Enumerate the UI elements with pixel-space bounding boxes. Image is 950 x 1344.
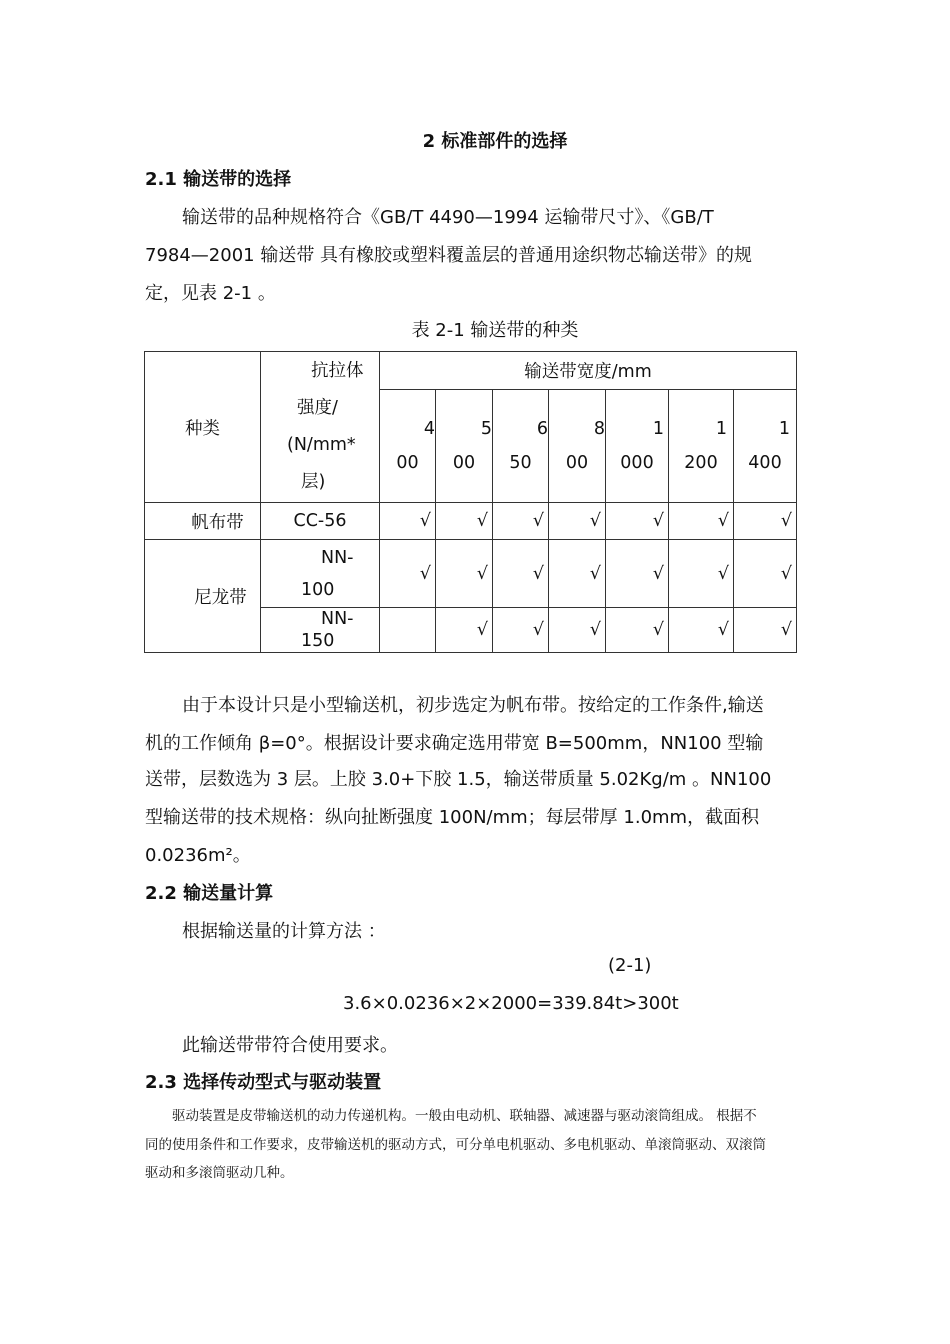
row-type: 帆布带 [145,503,261,540]
width-cell: 1 000 [606,390,669,503]
header-strength-line: 层) [301,472,326,492]
check-mark: √ [734,503,797,540]
check-mark: √ [669,503,734,540]
width-cell: 6 50 [493,390,549,503]
check-mark: √ [380,503,436,540]
header-width: 输送带宽度/mm [380,352,797,390]
check-mark: √ [606,608,669,653]
row-type: 尼龙带 [145,540,261,653]
header-strength-line: (N/mm* [287,435,356,455]
check-mark: √ [734,608,797,653]
check-mark: √ [734,540,797,608]
row-strength [261,608,380,653]
check-mark: √ [549,608,606,653]
paragraph-line: 送带，层数选为 3 层。上胶 3.0+下胶 1.5，输送带质量 5.02Kg/m 。NN100 [145,769,772,790]
belt-type-table [144,351,797,653]
section-2-1-heading: 2.1 输送带的选择 [145,169,292,190]
header-type: 种类 [145,352,261,503]
equation: 3.6×0.0236×2×2000=339.84t>300t [343,993,679,1014]
header-strength [261,352,380,503]
paragraph-line: 由于本设计只是小型输送机，初步选定为帆布带。按给定的工作条件,输送 [182,695,764,716]
header-strength-line: 抗拉体 [311,361,364,381]
header-strength-line: 强度/ [297,398,338,418]
paragraph-line: 7984—2001 输送带 具有橡胶或塑料覆盖层的普通用途织物芯输送带》的规 [145,245,753,266]
paragraph-line: 型输送带的技术规格：纵向扯断强度 100N/mm；每层带厚 1.0mm，截面积 [145,807,760,828]
check-mark: √ [436,540,493,608]
paragraph-line: 根据输送量的计算方法 ： [182,921,386,942]
section-2-3-heading: 2.3 选择传动型式与驱动装置 [145,1072,382,1093]
check-mark: √ [606,503,669,540]
paragraph-line: 输送带的品种规格符合《GB/T 4490—1994 运输带尺寸》、《GB/T [182,207,714,228]
row-strength-line: 100 [301,579,335,600]
check-mark: √ [669,608,734,653]
check-mark: √ [549,503,606,540]
check-mark: √ [436,503,493,540]
row-strength-line: 150 [301,631,335,651]
row-strength-line: NN- [321,609,354,629]
check-mark: √ [436,608,493,653]
check-mark: √ [493,540,549,608]
section-2-2-heading: 2.2 输送量计算 [145,883,274,904]
row-strength: CC-56 [261,503,380,540]
check-mark: √ [549,540,606,608]
paragraph-line: 机的工作倾角 β=0°。根据设计要求确定选用带宽 B=500mm，NN100 型输 [145,733,764,754]
paragraph-line: 驱动装置是皮带输送机的动力传递机构。一般由电动机、联轴器、减速器与驱动滚筒组成。 根据不 [172,1108,757,1124]
check-mark: √ [493,503,549,540]
width-cell: 1 200 [669,390,734,503]
check-mark: √ [493,608,549,653]
width-cell: 5 00 [436,390,493,503]
paragraph-line: 定，见表 2-1 。 [145,283,276,304]
paragraph-line: 0.0236m²。 [145,845,251,866]
chapter-title: 2 标准部件的选择 [422,131,568,152]
check-mark: √ [669,540,734,608]
width-cell: 8 00 [549,390,606,503]
row-strength [261,540,380,608]
table-caption: 表 2-1 输送带的种类 [411,320,579,341]
width-cell: 1 400 [734,390,797,503]
paragraph-line: 同的使用条件和工作要求，皮带输送机的驱动方式，可分单电机驱动、多电机驱动、单滚筒驱动、双滚筒 [145,1137,766,1153]
paragraph-line: 此输送带带符合使用要求。 [182,1035,398,1056]
width-cell: 4 00 [380,390,436,503]
empty-cell [380,608,436,653]
check-mark: √ [380,540,436,608]
paragraph-line: 驱动和多滚筒驱动几种。 [145,1165,294,1181]
equation-number: (2-1) [608,955,652,976]
check-mark: √ [606,540,669,608]
row-strength-line: NN- [321,547,354,568]
